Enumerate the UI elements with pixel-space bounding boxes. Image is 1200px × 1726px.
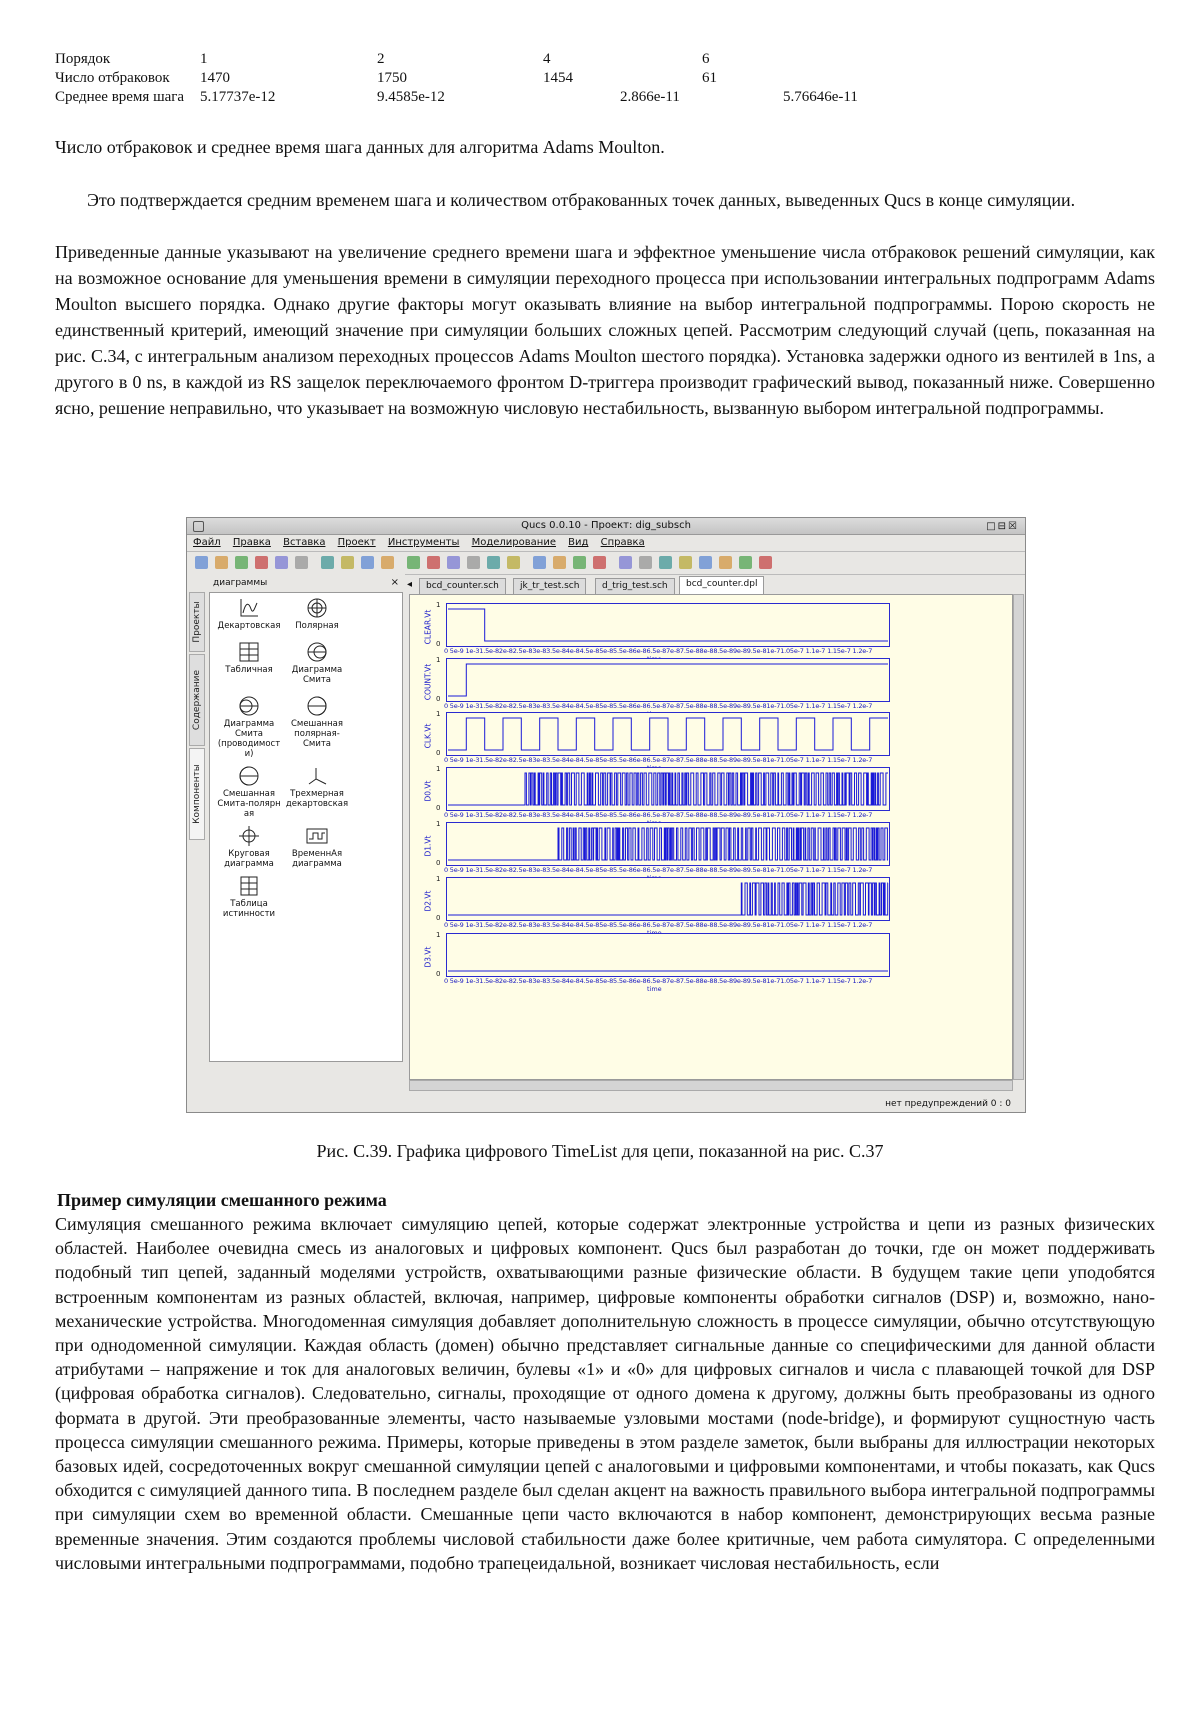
row-label: Среднее время шага (55, 89, 185, 105)
palette-item-locus[interactable]: Круговая диаграмма (214, 825, 284, 869)
y-axis-label: D0.Vt (423, 780, 433, 802)
waveform-svg (446, 767, 890, 811)
table-cell: 1 (200, 51, 208, 67)
zoom-fit-icon[interactable] (507, 556, 520, 569)
menu-view[interactable]: Вид (568, 537, 589, 548)
dock-header (207, 576, 403, 590)
wire-icon[interactable] (619, 556, 632, 569)
table-cell: 6 (702, 51, 710, 67)
toolbar (187, 552, 1025, 575)
palette-item-polar[interactable]: Полярная (282, 597, 352, 631)
table-cell: 5.17737e-12 (200, 89, 276, 105)
truth-table-icon (238, 875, 260, 897)
tab-projects[interactable]: Проекты (189, 592, 205, 652)
palette-item-truth-table[interactable]: Таблица истинности (214, 875, 284, 919)
series-line (448, 718, 888, 750)
print-icon[interactable] (275, 556, 288, 569)
series-line (448, 609, 888, 641)
table-cell: 1470 (200, 70, 230, 86)
display-icon[interactable] (719, 556, 732, 569)
y-tick-label: 0 (436, 804, 441, 812)
zoom-icon[interactable] (447, 556, 460, 569)
port-icon[interactable] (679, 556, 692, 569)
smith-icon (306, 641, 328, 663)
open-icon[interactable] (215, 556, 228, 569)
tabular-icon (238, 641, 260, 663)
table-cell: 9.4585e-12 (377, 89, 445, 105)
waveform-svg (446, 712, 890, 756)
marker-icon[interactable] (739, 556, 752, 569)
series-line (448, 883, 888, 915)
help-icon[interactable] (759, 556, 772, 569)
paste-icon[interactable] (361, 556, 374, 569)
palette-item-smith[interactable]: Диаграмма Смита (282, 641, 352, 685)
table-cell: 2 (377, 51, 385, 67)
paragraph: Симуляция смешанного режима включает симуляцию цепей, которые содержат электронные устройства и цепи из разных физических областей. Наиболее очевидна смесь из аналоговых и цифровых компонент. Qucs был разработан до точки, где он может поддерживать подобный тип цепей, заданный моделями устройств, охватывающими разные физические области. В будущем такие цепи уподобятся встроенным компонентам из разных областей, включая, например, цифровые компоненты обработки сигналов (DSP) и, возможно, нано-механические устройства. Многодоменная симуляция добавляет дополнительную сложность в процессе симуляции, обычно отсутствующую при однодоменной симуляции. Каждая область (домен) обычно представляет сигнальные данные со специфическими для данной области атрибутами – напряжение и ток для аналоговых величин, булевы «1» и «0» для цифровых сигналов и числа с плавающей точкой для DSP (цифровая обработка сигналов). Следовательно, сигналы, проходящие от одного домена к другому, должны быть преобразованы из одного формата в другой. Эти преобразованные элементы, часто называемые узловыми мостами (node-bridge), и формируют сущностную часть процесса симуляции смешанного режима. Примеры, которые приведены в этом разделе заметок, были выбраны для иллюстрации некоторых базовых идей, сосредоточенных вокруг смешанной симуляции цепей с аналоговыми и цифровыми компонентами, и чтобы показать, как Qucs обходится с симуляцией данного типа. В последнем разделе был сделан акцент на важность правильного выбора интегральной подпрограммы при симуляции схем во временной области. Смешанные цепи часто включаются в набор компонент, демонстрирующих весьма разные временные значения. Этим создаются проблемы числовой стабильности даже более критичные, чем работа симулятора. С определенными числовыми интегральными подпрограммами, подобно трапецеидальной, возникает числовая нестабильность, если (55, 1214, 1155, 1573)
series-line (448, 828, 888, 860)
y-tick-label: 1 (436, 875, 441, 883)
save-icon[interactable] (235, 556, 248, 569)
y-tick-label: 1 (436, 931, 441, 939)
table-cell: 4 (543, 51, 551, 67)
waveform-svg (446, 658, 890, 702)
copy-icon[interactable] (341, 556, 354, 569)
cartesian-icon (238, 597, 260, 619)
smith-polar-icon (238, 765, 260, 787)
tab-bcd-counter-dpl[interactable]: bcd_counter.dpl (679, 576, 764, 594)
y-axis-label: D1.Vt (423, 835, 433, 857)
redo-icon[interactable] (427, 556, 440, 569)
timing-icon (305, 825, 329, 847)
palette-item-3d-cartesian[interactable]: Трехмерная декартовская (282, 765, 352, 809)
menu-project[interactable]: Проект (337, 537, 376, 548)
document-tabs (407, 576, 1025, 594)
table-cell: 61 (702, 70, 717, 86)
status-message: нет предупреждений 0 : 0 (885, 1099, 1011, 1109)
menu-tools[interactable]: Инструменты (387, 537, 460, 548)
diagram-canvas[interactable] (409, 594, 1013, 1080)
table-cell: 1454 (543, 70, 573, 86)
ground-icon[interactable] (659, 556, 672, 569)
paragraph: Это подтверждается средним временем шага и количеством отбракованных точек данных, выведенных Qucs в конце симуляции. (87, 190, 1076, 210)
row-label: Порядок (55, 51, 111, 67)
admittance-smith-icon (238, 695, 260, 717)
y-axis-label: COUNT.Vt (423, 663, 433, 701)
label-icon[interactable] (639, 556, 652, 569)
series-line (448, 773, 888, 805)
menu-file[interactable]: Файл (193, 537, 221, 548)
y-axis-label: CLEAR.Vt (423, 609, 433, 645)
palette-item-smith-polar[interactable]: Смешанная Смита-полярн ая (214, 765, 284, 819)
left-dock (187, 574, 405, 1082)
3d-cartesian-icon (306, 765, 328, 787)
section-heading: Пример симуляции смешанного режима (57, 1190, 387, 1210)
series-line (448, 664, 888, 696)
palette-item-cartesian[interactable]: Декартовская (214, 597, 284, 631)
qucs-window-screenshot (186, 517, 1026, 1113)
table-cell: 1750 (377, 70, 407, 86)
simulate-icon[interactable] (699, 556, 712, 569)
paragraph: Приведенные данные указывают на увеличение среднего времени шага и эффектное уменьшение числа отбраковок решений симуляции, как на возможное основание для уменьшения времени в симуляции переходного процесса при использовании интегральных подпрограмм Adams Moulton высшего порядка. Однако другие факторы могут оказывать влияние на выбор интегральной подпрограммы. Порою скорость не единственный критерий, имеющий значение при симуляции больших сложных цепей. Рассмотрим следующий случай (цепь, показанная на рис. C.34, с интегральным анализом переходных процессов Adams Moulton шестого порядка). Установка задержки одного из вентилей в 1ns, а другого в 0 ns, в каждой из RS защелок переключаемого фронтом D-триггера производит графический вывод, показанный ниже. Совершенно ясно, решение неправильно, что указывает на возможную числовую нестабильность, вызванную выбором интегральной подпрограммы. (55, 242, 1155, 418)
close-icon[interactable] (295, 556, 308, 569)
mirror-icon[interactable] (593, 556, 606, 569)
locus-icon (238, 825, 260, 847)
x-tick-labels: 0 5e-9 1e-31.5e-82e-82.5e-83e-83.5e-84e-84.5e-85e-85.5e-86e-86.5e-87e-87.5e-88e-88.5e-89e-89.5e-81e-71.05e-7 1.1e-7 1.15e-7 1.2e-7 (444, 811, 873, 819)
y-tick-label: 1 (436, 656, 441, 664)
app-icon (193, 521, 204, 532)
palette-item-admittance-smith[interactable]: Диаграмма Смита (проводимост и) (214, 695, 284, 759)
y-tick-label: 1 (436, 820, 441, 828)
tab-bcd-counter-sch[interactable]: bcd_counter.sch (419, 578, 506, 594)
y-tick-label: 0 (436, 914, 441, 922)
x-tick-labels: 0 5e-9 1e-31.5e-82e-82.5e-83e-83.5e-84e-84.5e-85e-85.5e-86e-86.5e-87e-87.5e-88e-88.5e-89e-89.5e-81e-71.05e-7 1.1e-7 1.15e-7 1.2e-7 (444, 756, 873, 764)
save-all-icon[interactable] (255, 556, 268, 569)
new-file-icon[interactable] (195, 556, 208, 569)
y-tick-label: 1 (436, 601, 441, 609)
y-axis-label: CLK.Vt (423, 723, 433, 749)
y-tick-label: 0 (436, 749, 441, 757)
y-tick-label: 0 (436, 695, 441, 703)
y-tick-label: 0 (436, 640, 441, 648)
palette-item-polar-smith[interactable]: Смешанная полярная-Смита (282, 695, 352, 749)
tab-components[interactable]: Компоненты (189, 748, 205, 840)
x-tick-labels: 0 5e-9 1e-31.5e-82e-82.5e-83e-83.5e-84e-84.5e-85e-85.5e-86e-86.5e-87e-87.5e-88e-88.5e-89e-89.5e-81e-71.05e-7 1.1e-7 1.15e-7 1.2e-7 (444, 977, 873, 985)
y-axis-label: D2.Vt (423, 890, 433, 912)
diagram-palette (209, 592, 403, 1062)
dock-tabs (189, 592, 205, 1062)
palette-item-tabular[interactable]: Табличная (214, 641, 284, 675)
figure-caption: Рис. C.39. Графика цифрового TimeList для цепи, показанной на рис. C.37 (316, 1141, 884, 1161)
window-controls[interactable]: □⊟☒ (986, 521, 1019, 532)
y-tick-label: 0 (436, 859, 441, 867)
status-bar (187, 1096, 1025, 1112)
x-tick-labels: 0 5e-9 1e-31.5e-82e-82.5e-83e-83.5e-84e-84.5e-85e-85.5e-86e-86.5e-87e-87.5e-88e-88.5e-89e-89.5e-81e-71.05e-7 1.1e-7 1.15e-7 1.2e-7 (444, 921, 873, 929)
y-tick-label: 1 (436, 765, 441, 773)
vertical-scrollbar[interactable] (1013, 594, 1024, 1080)
menu-edit[interactable]: Правка (232, 537, 271, 548)
dock-title: диаграммы (213, 578, 268, 588)
row-label: Число отбраковок (55, 70, 170, 86)
undo-icon[interactable] (407, 556, 420, 569)
close-tab-icon[interactable]: ◂ (407, 579, 413, 590)
menu-help[interactable]: Справка (600, 537, 645, 548)
window-titlebar (187, 518, 1025, 535)
align-icon[interactable] (553, 556, 566, 569)
window-title: Qucs 0.0.10 - Проект: dig_subsch (521, 520, 691, 531)
table-cell: 5.76646e-11 (783, 89, 858, 105)
waveform-svg (446, 603, 890, 647)
select-icon[interactable] (533, 556, 546, 569)
polar-icon (306, 597, 328, 619)
zoom-in-icon[interactable] (467, 556, 480, 569)
y-tick-label: 1 (436, 710, 441, 718)
waveform-svg (446, 877, 890, 921)
x-tick-labels: 0 5e-9 1e-31.5e-82e-82.5e-83e-83.5e-84e-84.5e-85e-85.5e-86e-86.5e-87e-87.5e-88e-88.5e-89e-89.5e-81e-71.05e-7 1.1e-7 1.15e-7 1.2e-7 (444, 647, 873, 655)
menu-insert[interactable]: Вставка (283, 537, 326, 548)
waveform-svg (446, 933, 890, 977)
waveform-svg (446, 822, 890, 866)
x-axis-label: time (647, 985, 662, 993)
y-tick-label: 0 (436, 970, 441, 978)
horizontal-scrollbar[interactable] (409, 1080, 1013, 1091)
table-caption: Число отбраковок и среднее время шага данных для алгоритма Adams Moulton. (55, 137, 665, 157)
table-cell: 2.866e-11 (620, 89, 680, 105)
y-axis-label: D3.Vt (423, 946, 433, 968)
x-tick-labels: 0 5e-9 1e-31.5e-82e-82.5e-83e-83.5e-84e-84.5e-85e-85.5e-86e-86.5e-87e-87.5e-88e-88.5e-89e-89.5e-81e-71.05e-7 1.1e-7 1.15e-7 1.2e-7 (444, 702, 873, 710)
polar-smith-icon (306, 695, 328, 717)
delete-icon[interactable] (381, 556, 394, 569)
zoom-out-icon[interactable] (487, 556, 500, 569)
palette-item-timing[interactable]: ВременнАя диаграмма (282, 825, 352, 869)
rotate-icon[interactable] (573, 556, 586, 569)
menu-simulation[interactable]: Моделирование (471, 537, 556, 548)
tab-jk-tr-test[interactable]: jk_tr_test.sch (513, 578, 586, 594)
dock-close-icon[interactable]: × (390, 577, 399, 588)
tab-d-trig-test[interactable]: d_trig_test.sch (595, 578, 675, 594)
tab-content[interactable]: Содержание (189, 654, 205, 746)
cut-icon[interactable] (321, 556, 334, 569)
x-tick-labels: 0 5e-9 1e-31.5e-82e-82.5e-83e-83.5e-84e-84.5e-85e-85.5e-86e-86.5e-87e-87.5e-88e-88.5e-89e-89.5e-81e-71.05e-7 1.1e-7 1.15e-7 1.2e-7 (444, 866, 873, 874)
menu-bar (187, 535, 1025, 552)
